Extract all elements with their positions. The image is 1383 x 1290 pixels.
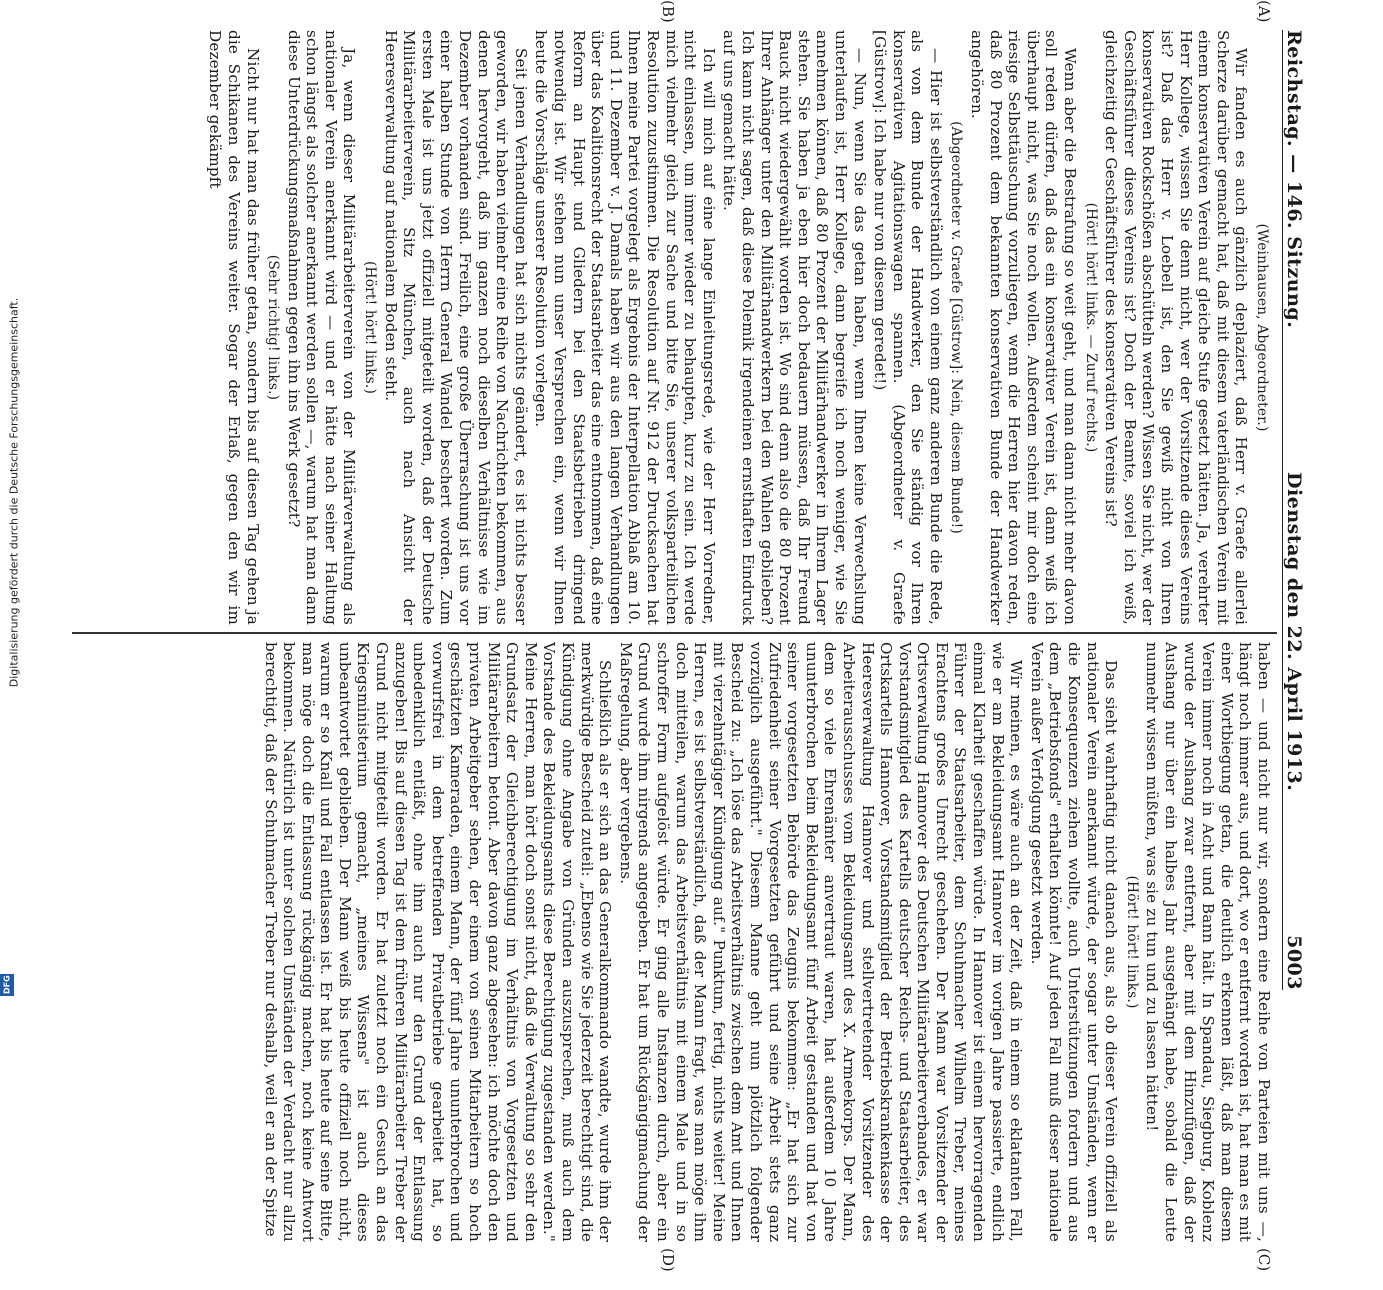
interjection: (Hört! hört! links.)	[1123, 875, 1140, 1009]
column-divider	[72, 632, 1277, 634]
funding-note: Digitalisierung gefördert durch die Deutsche Forschungsgemeinschaft.	[7, 297, 21, 688]
page-header	[1282, 30, 1317, 990]
paragraph: Schließlich als er sich an das Generalkommando wandte, wurde ihm der merkwürdige Bescheid zuteil: „Ebenso wie Sie jederzeit berechtigt sind, die Kündigung ohne Angabe von Gründen auszusprechen, muß auch dem Vorstande des Bekleidungsamts diese Berechtigung zugestanden werden." Meine Herren, man hört doch sonst nicht, daß die Verwaltung so sehr den Grundsatz der Gleichberechtigung im Verhältnis von Vorgesetzten und Militärarbeitern betont. Aber davon ganz abgesehen: ich möchte doch den privaten Arbeitgeber sehen, der einem von seinen Mitarbeitern so hoch geschätzten Kameraden, einem Mann, der fünf Jahre ununterbrochen und vorwurfsfrei in dem betreffenden Privatbetriebe gearbeitet hat, so unbedenklich entläßt, ohne ihm auch nur den Grund der Entlassung anzugeben! Bis auf diesen Tag ist dem früheren Militärarbeiter Treber der Grund nicht mitgeteilt worden. Er hat zuletzt noch ein Gesuch an das Kriegsministerium gemacht, „meines Wissens" ist auch dieses unbeantwortet geblieben. Der Mann weiß bis heute offiziell noch nicht, warum er so Knall und Fall entlassen ist. Er hat bis heute auf seine Bitte, man möge doch die Entlassung rückgängig machen, noch keine Antwort bekommen. Natürlich ist unter solchen Umständen der Verdacht nur allzu berechtigt, daß der Schuhmacher Treber nur deshalb, weil er an der Spitze	[261, 642, 615, 1242]
left-text-column	[73, 30, 1273, 625]
paragraph: Wenn aber die Bestrafung so weit geht, und man dann nicht mehr davon soll reden dürfen, daß das ein konservativer Verein ist, dann weiß ich überhaupt nicht, was Sie noch wollen. Außerdem scheint mir doch eine riesige Selbsttäuschung vorzuliegen, wenn die Herren hier davon reden, daß 80 Prozent dem bekannten konservativen Bunde der Handwerker angehören.	[968, 30, 1080, 625]
paragraph: Wir meinen, es wäre auch an der Zeit, daß in einem so eklatanten Fall, wie er am Bekleidungsamt Hannover im vorigen Jahre passierte, endlich einmal Klarheit geschaffen würde. In Hannover ist einem hervorragenden Führer der Staatsarbeiter, dem Schuhmacher Wilhelm Treber, meines Erachtens großes Unrecht geschehen. Der Mann war Vorsitzender der Ortsverwaltung Hannover des Deutschen Militärarbeiterverbandes, er war Vorstandsmitglied des Kartells deutscher Reichs- und Staatsarbeiter, des Ortskartells Hannover, Vorstandsmitglied der Betriebskrankenkasse der Heeresverwaltung Hannover und stellvertretender Vorsitzender des Arbeiterausschusses vom Bekleidungsamt des X. Armeekorps. Der Mann, dem so viele Ehrenämter anvertraut waren, hat außerdem 10 Jahre ununterbrochen beim Bekleidungsamt fünf Arbeit gestanden und hat von seiner vorgesetzten Behörde das Zeugnis bekommen: „Er hat sich zur Zufriedenheit seiner Vorgesetzten geführt und seine Arbeit stets ganz vorzüglich ausgeführt." Diesem Manne geht nun plötzlich folgender Bescheid zu: „Ich löse das Arbeitsverhältnis zwischen dem Amt und Ihnen mit vierzehntägiger Kündigung auf." Punktum, fertig, nichts weiter! Meine Herren, es ist selbstverständlich, daß der Mann fragt, was man möge ihm doch mitteilen, warum das Arbeitsverhältnis mit einem Male und in so schroffer Form aufgelöst würde. Er ging alle Instanzen durch, aber ein Grund wurde ihm nirgends angegeben. Er hat um Rückgängigmachung der Maßregelung, aber vergebens.	[616, 642, 1026, 1242]
margin-marker-d: (D)	[659, 1248, 677, 1272]
paragraph: Seit jenen Verhandlungen hat sich nichts geändert, es ist nichts besser geworden, wir haben vielmehr eine Reihe von Nachrichten bekommen, aus denen hervorgeht, daß im ganzen noch dieselben Verhältnisse wie im Dezember vorhanden sind. Freilich, eine große Überraschung ist uns vor einer halben Stunde von Herrn General Wandel beschert worden. Zum ersten Male ist uns jetzt offiziell mitgeteilt worden, daß der Deutsche Militärarbeiterverein, Sitz München, auch nach Ansicht der Heeresverwaltung auf nationalem Boden steht.	[381, 30, 530, 625]
interjection: (Weinhausen, Abgeordneter.)	[1254, 223, 1270, 432]
dfg-logo: DFG	[0, 974, 14, 996]
header-center: Dienstag den 22. April 1913.	[1283, 472, 1305, 792]
paragraph: — Nun, wenn Sie das getan haben, wenn Ihnen keine Verwechslung unterlaufen ist, Herr Kollege, dann begreife ich noch weniger, wie Sie annehmen können, daß 80 Prozent der Militärhandwerker in Ihrem Lager stehen. Sie haben ja eben hier doch bedauern müssen, daß Ihr Freund Bauck nicht wiedergewählt worden ist. Wo sind denn also die 80 Prozent Ihrer Anhänger unter den Militärhandwerkern bei den Wahlen geblieben? Ich kann nicht sagen, daß diese Polemik irgendeinen ernsthaften Eindruck auf uns gemacht hätte.	[720, 30, 869, 625]
paragraph: Wir fanden es auch gänzlich deplaziert, daß Herr v. Graefe allerlei Scherze darüber gemacht hat, daß mit diesem vaterländischen Verein mit einem konservativen Verein auf gleiche Stufe gesetzt hätten. Ja, verehrter Herr Kollege, wissen Sie denn nicht, wer der Vorsitzende dieses Vereins ist? Daß das Herr v. Loebell ist, den Sie gewiß nicht von Ihren konservativen Rockschößen abschütteln werden? Wissen Sie nicht, wer der Geschäftsführer dieses Vereins ist? Doch der Beamte, soviel ich weiß, gleichzeitig der Geschäftsführer des konservativen Vereins ist?	[1102, 30, 1251, 625]
interjection: (Sehr richtig! links.)	[265, 254, 282, 401]
interjection: (Hört! hört! links. — Zuruf rechts.)	[1082, 202, 1099, 453]
page-number: 5003	[1283, 935, 1305, 990]
margin-marker-a: (A)	[1255, 0, 1273, 23]
margin-marker-b: (B)	[659, 0, 677, 23]
paragraph: Nicht nur hat man das früher getan, sondern bis auf diesen Tag gehen ja die Schikanen des Vereins weiter. Sogar der Erlaß, gegen den wir im Dezember gekämpft	[206, 30, 262, 625]
header-left: Reichstag. — 146. Sitzung.	[1283, 30, 1305, 329]
interjection: (Hört! hört! links.)	[362, 261, 379, 394]
paragraph: Ja, wenn dieser Militärarbeiterverein von der Militärverwaltung als nationaler Verein anerkannt wird — und er hätte nach seiner Haltung schon längst als solcher anerkannt werden sollen —, warum hat man dann diese Unterdrückungsmaßnahmen gegen ihn ins Werk gesetzt?	[284, 30, 359, 625]
paragraph: — Hier ist selbstverständlich von einem ganz anderen Bunde die Rede, als von dem Bunde der Handwerker, den Sie ständig vor Ihren konservativen Agitationswagen spannen. (Abgeordneter v. Graefe [Güstrow]: Ich habe nur von diesem geredet!)	[871, 30, 945, 625]
rotated-page-content	[67, 0, 1317, 1272]
right-text-column	[73, 642, 1273, 1242]
digitization-sidebar	[0, 0, 21, 1000]
margin-marker-c: (C)	[1255, 1248, 1273, 1272]
interjection: (Abgeordneter v. Graefe [Güstrow]: Nein, diesem Bunde!)	[948, 121, 965, 534]
paragraph: haben — und nicht nur wir, sondern eine Reihe von Parteien mit uns —, hängt noch immer aus, und dort, wo er entfernt worden ist, hat man es mit einer Wortbiegung getan, die deutlich erkennen läßt, daß man diesem Verein immer noch in Acht und Bann hält. In Spandau, Siegburg, Koblenz wurde der Aushang zwar entfernt, aber mit dem Hinzufügen, daß der Aushang nur über ein halbes Jahr ausgehängt habe, sobald die Leute nunmehr wissen müßten, was sie zu tun und zu lassen hätten!	[1143, 642, 1273, 1242]
paragraph: Das sieht wahrhaftig nicht danach aus, als ob dieser Verein offiziell als nationaler Verein anerkannt würde, der sogar unter Umständen, wenn er die Konsequenzen ziehen wollte, auch Unterstützungen fordern und aus dem „Betriebsfonds" erhalten könnte! Auf jeden Fall muß dieser nationale Verein außer Verfolgung gesetzt werden.	[1027, 642, 1121, 1242]
paragraph: Ich will mich auf eine lange Einleitungsrede, wie der Herr Vorredner, nicht einlassen, um immer wieder zu behaupten, kurz zu sein. Ich werde mich vielmehr gleich zur Sache und bitte Sie, unserer volksparteilichen Resolution zuzustimmen. Die Resolution auf Nr. 912 der Drucksachen hat Ihnen meine Partei vorgelegt als Ergebnis der Interpellation Ablaß am 10. und 11. Dezember v. J. Damals haben wir aus den langen Verhandlungen über das Koalitionsrecht der Staatsarbeiter das eine entnommen, daß eine Reform an Haupt und Gliedern bei den Staatsbetrieben dringend notwendig ist. Wir stehen nun unser Versprechen ein, wenn wir Ihnen heute die Vorschläge unserer Resolution vorlegen.	[532, 30, 718, 625]
scanned-page	[62, 0, 1305, 1290]
